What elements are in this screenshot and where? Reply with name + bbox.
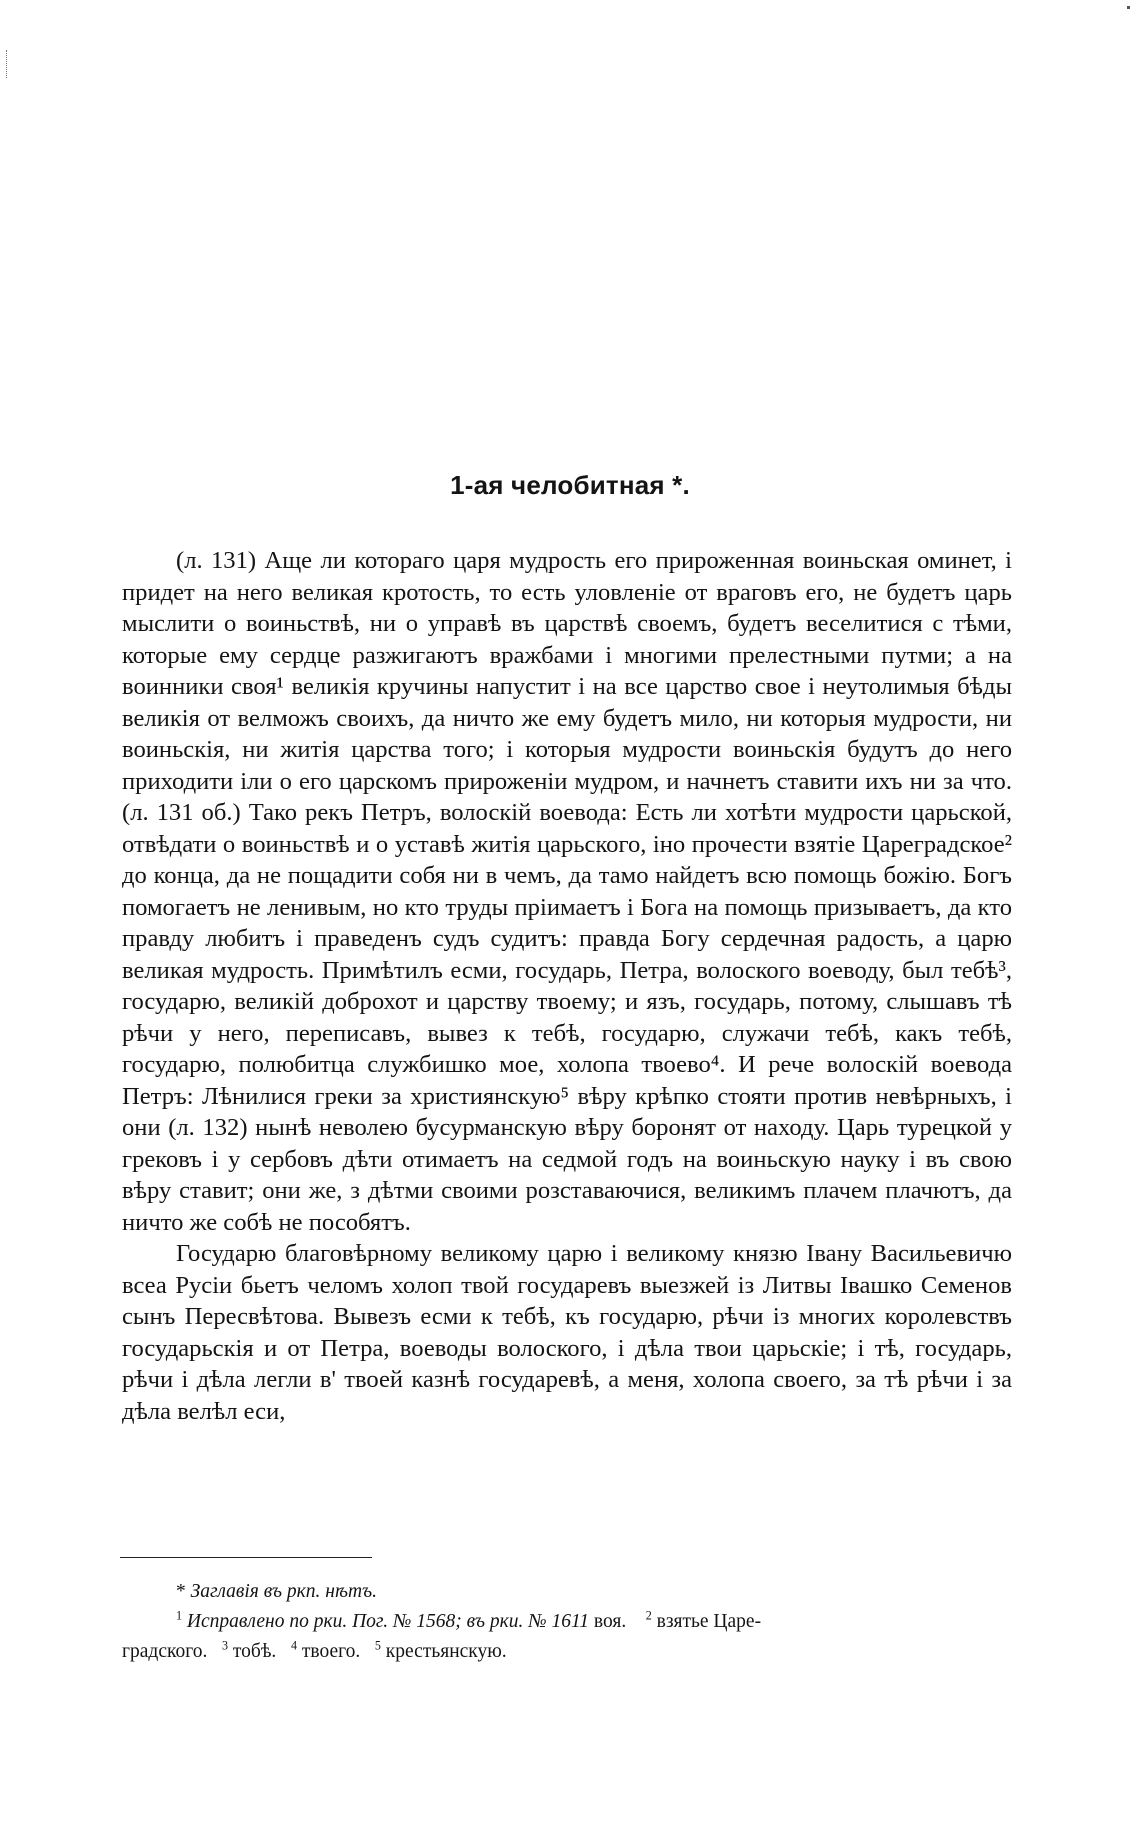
paragraph-2: Государю благовѣрному великому царю і великому князю Івану Васильевичю всеа Русіи бьетъ челомъ холоп твой государевъ выезжей із Литвы Івашко Семенов сынъ Пересвѣтова. Вывезъ есми к тебѣ, къ государю, рѣчи із многих королевствъ государьскія и от Петра, воеводы волоского, і дѣла твои царьскіе; і тѣ, государь, рѣчи і дѣла легли в' твоей казнѣ государевѣ, а меня, холопа своего, за тѣ рѣчи і за дѣла велѣл еси, <box>122 1240 1012 1425</box>
footnote-3-text: тобѣ. <box>232 1641 277 1662</box>
footnote-1-text-plain: воя. <box>593 1611 627 1632</box>
footnote-1-and-2 <box>122 1607 1012 1637</box>
scan-edge-mark <box>6 50 9 78</box>
footnote-star <box>122 1577 1012 1607</box>
footnote-4-mark: 4 <box>290 1638 297 1653</box>
footnotes <box>122 1577 1012 1667</box>
footnote-divider <box>120 1557 372 1558</box>
scan-speck <box>1127 6 1130 9</box>
document-title: 1-ая челобитная *. <box>450 470 690 500</box>
footnote-4-text: твоего. <box>301 1641 361 1662</box>
footnote-2-to-5 <box>122 1637 1012 1667</box>
footnote-1-mark: 1 <box>176 1608 183 1623</box>
footnote-2-text-start: взятье Царе- <box>656 1611 762 1632</box>
paragraph-1: (л. 131) Аще ли котораго царя мудрость его прироженная воиньская оминет, і придет на него великая кротость, то есть уловленіе от враговъ его, не будетъ царь мыслити о воиньствѣ, ни о управѣ въ царствѣ своемъ, будетъ веселитися с тѣми, которые ему сердце разжигаютъ вражбами і многими прелестными путми; а на воинники своя¹ великія кручины напустит і на все царство свое і неутолимыя бѣды великія от велможъ своихъ, да ничто же ему будетъ мило, ни которыя мудрости, ни воиньскія, ни житія царства того; і которыя мудрости воиньскія будутъ до него приходити іли о его царскомъ прироженіи мудром, и начнетъ ставити ихъ ни за что. (л. 131 об.) Тако рекъ Петръ, волоскій воевода: Есть ли хотѣти мудрости царьской, отвѣдати о воиньствѣ и о уставѣ житія царьского, іно прочести взятіе Цареградское² до конца, да не пощадити собя ни в чемъ, да тамо найдетъ всю помощь божію. Богъ помогаетъ не ленивым, но кто труды пріимаетъ і Бога на помощь призываетъ, да кто правду любитъ і праведенъ судъ судитъ: правда Богу сердечная радость, а царю великая мудрость. Примѣтилъ есми, государь, Петра, волоского воеводу, был тебѣ³, государю, великій доброхот и царству твоему; и язъ, государь, потому, слышавъ тѣ рѣчи у него, переписавъ, вывез к тебѣ, государю, служачи тебѣ, какъ тебѣ, государю, полюбитца службишко мое, холопа твоево⁴. И рече волоскій воевода Петръ: Лѣнилися греки за християнскую⁵ вѣру крѣпко стояти против невѣрныхъ, і они (л. 132) нынѣ неволею бусурманскую вѣру боронят от находу. Царь турецкой у грековъ і у сербовъ дѣти отимаетъ на седмой годъ на воиньскую науку і въ свою вѣру ставит; они же, з дѣтми своими розставаючися, великимъ плачем плачютъ, да ничто же собѣ не пособятъ. <box>122 547 1012 1236</box>
footnote-3-mark: 3 <box>221 1638 229 1653</box>
body-text <box>122 545 1012 1427</box>
footnote-star-mark: * <box>176 1581 186 1602</box>
footnote-5-mark: 5 <box>374 1638 381 1653</box>
footnote-5-text: крестьянскую. <box>385 1641 507 1662</box>
footnote-2-text-end: градского. <box>122 1641 208 1662</box>
footnote-1-text-italic: Исправлено по рки. Пог. № 1568; въ рки. № 1611 <box>186 1611 590 1632</box>
footnote-2-mark: 2 <box>645 1608 652 1623</box>
footnote-star-text: Заглавія въ ркп. нѣтъ. <box>190 1581 378 1602</box>
